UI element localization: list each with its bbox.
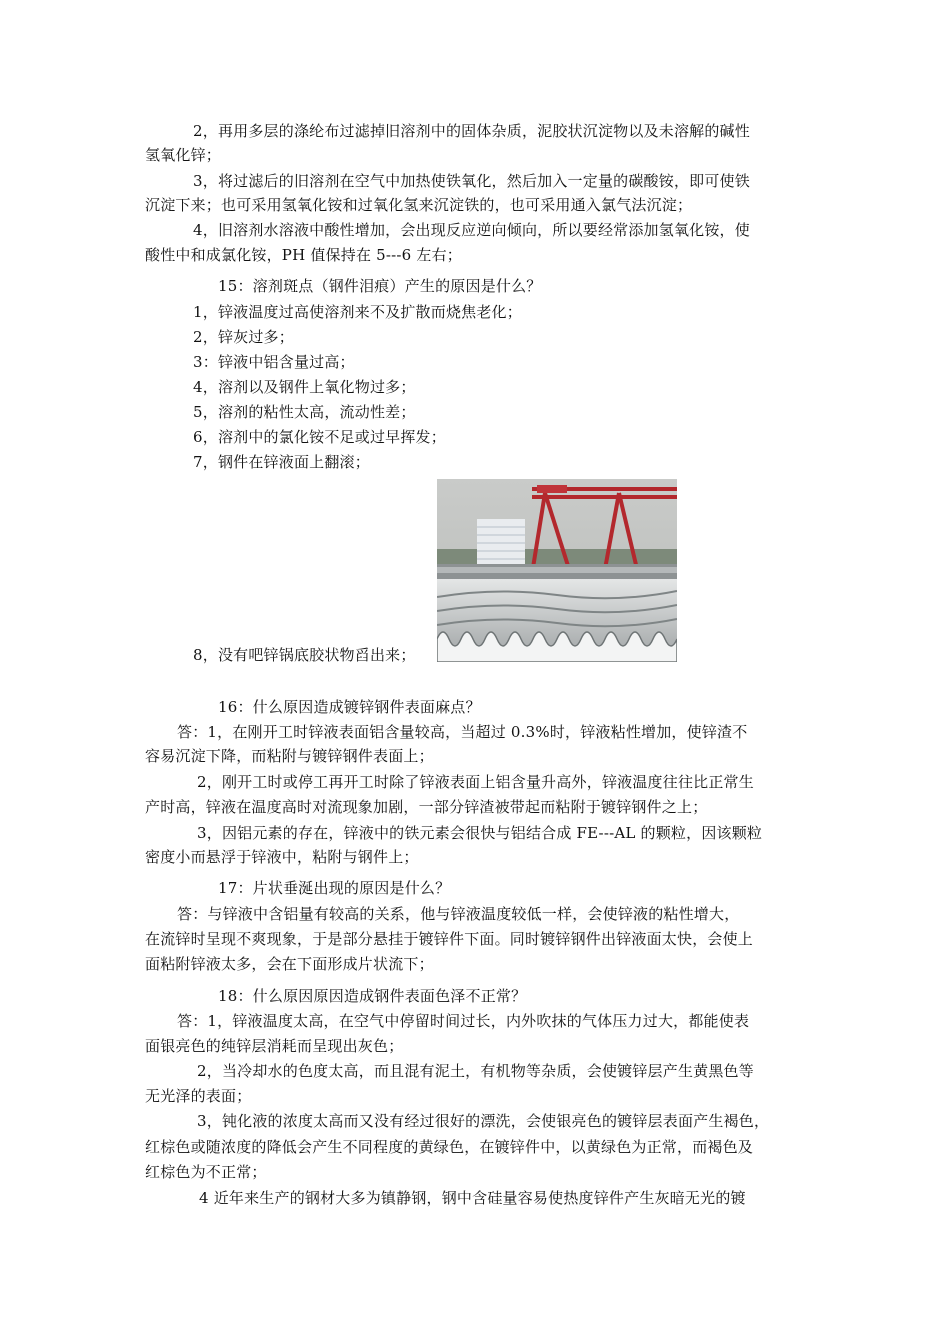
q16-line-3: 2，刚开工时或停工再开工时除了锌液表面上铝含量升高外，锌液温度往往比正常生 xyxy=(197,773,754,791)
q15-item-1: 1，锌液温度过高使溶剂来不及扩散而烧焦老化； xyxy=(193,303,522,321)
q18-line-2: 面银亮色的纯锌层消耗而呈现出灰色； xyxy=(145,1037,404,1055)
factory-photo xyxy=(437,479,677,662)
q17-line-3: 面粘附锌液太多，会在下面形成片状流下； xyxy=(145,955,434,973)
q18-line-7: 红棕色为不正常； xyxy=(145,1163,267,1181)
q16-title: 16：什么原因造成镀锌钢件表面麻点？ xyxy=(218,698,481,716)
q18-line-3: 2，当冷却水的色度太高，而且混有泥土，有机物等杂质，会使镀锌层产生黄黑色等 xyxy=(197,1062,754,1080)
q15-item-6: 6，溶剂中的氯化铵不足或过早挥发； xyxy=(193,428,446,446)
q15-item-8: 8，没有吧锌锅底胶状物舀出来； xyxy=(193,646,416,664)
q17-line-1: 答：与锌液中含铝量有较高的关系，他与锌液温度较低一样，会使锌液的粘性增大， xyxy=(177,905,740,923)
para-a-line-3: 3，将过滤后的旧溶剂在空气中加热使铁氧化，然后加入一定量的碳酸铵，即可使铁 xyxy=(193,172,750,190)
para-a-line-2: 氢氧化锌； xyxy=(145,146,222,164)
q16-line-2: 容易沉淀下降，而粘附与镀锌钢件表面上； xyxy=(145,747,434,765)
q18-line-8: 4 近年来生产的钢材大多为镇静钢，钢中含硅量容易使热度锌件产生灰暗无光的镀 xyxy=(199,1189,746,1207)
q15-item-2: 2，锌灰过多； xyxy=(193,328,294,346)
q15-item-5: 5，溶剂的粘性太高，流动性差； xyxy=(193,403,416,421)
q16-line-4: 产时高，锌液在温度高时对流现象加剧，一部分锌渣被带起而粘附于镀锌钢件之上； xyxy=(145,798,708,816)
q17-line-2: 在流锌时呈现不爽现象，于是部分悬挂于镀锌件下面。同时镀锌钢件出锌液面太快，会使上 xyxy=(145,930,754,948)
q15-item-7: 7，钢件在锌液面上翻滚； xyxy=(193,453,370,471)
q15-title: 15：溶剂斑点（钢件泪痕）产生的原因是什么？ xyxy=(218,277,542,295)
q16-line-5: 3，因铝元素的存在，锌液中的铁元素会很快与铝结合成 FE---AL 的颗粒，因该颗粒 xyxy=(197,824,763,842)
para-a-line-4: 沉淀下来；也可采用氢氧化铵和过氧化氢来沉淀铁的，也可采用通入氯气法沉淀； xyxy=(145,196,693,214)
q18-line-6: 红棕色或随浓度的降低会产生不同程度的黄绿色，在镀锌件中，以黄绿色为正常，而褐色及 xyxy=(145,1138,754,1156)
para-a-line-1: 2，再用多层的涤纶布过滤掉旧溶剂中的固体杂质，泥胶状沉淀物以及未溶解的碱性 xyxy=(193,122,750,140)
q16-line-6: 密度小而悬浮于锌液中，粘附与钢件上； xyxy=(145,848,419,866)
q17-title: 17：片状垂涎出现的原因是什么？ xyxy=(218,879,451,897)
q15-item-4: 4，溶剂以及钢件上氧化物过多； xyxy=(193,378,416,396)
q15-item-3: 3：锌液中铝含量过高； xyxy=(193,353,355,371)
para-a-line-5: 4，旧溶剂水溶液中酸性增加，会出现反应逆向倾向，所以要经常添加氢氧化铵，使 xyxy=(193,221,750,239)
q16-line-1: 答：1，在刚开工时锌液表面铝含量较高，当超过 0.3%时，锌液粘性增加，使锌渣不 xyxy=(177,723,748,741)
para-a-line-6: 酸性中和成氯化铵，PH 值保持在 5---6 左右； xyxy=(145,246,462,264)
q18-line-1: 答：1，锌液温度太高，在空气中停留时间过长，内外吹抹的气体压力过大，都能使表 xyxy=(177,1012,750,1030)
q18-title: 18：什么原因原因造成钢件表面色泽不正常？ xyxy=(218,987,527,1005)
q18-line-4: 无光泽的表面； xyxy=(145,1087,252,1105)
q18-line-5: 3，钝化液的浓度太高而又没有经过很好的漂洗，会使银亮色的镀锌层表面产生褐色， xyxy=(197,1112,770,1130)
